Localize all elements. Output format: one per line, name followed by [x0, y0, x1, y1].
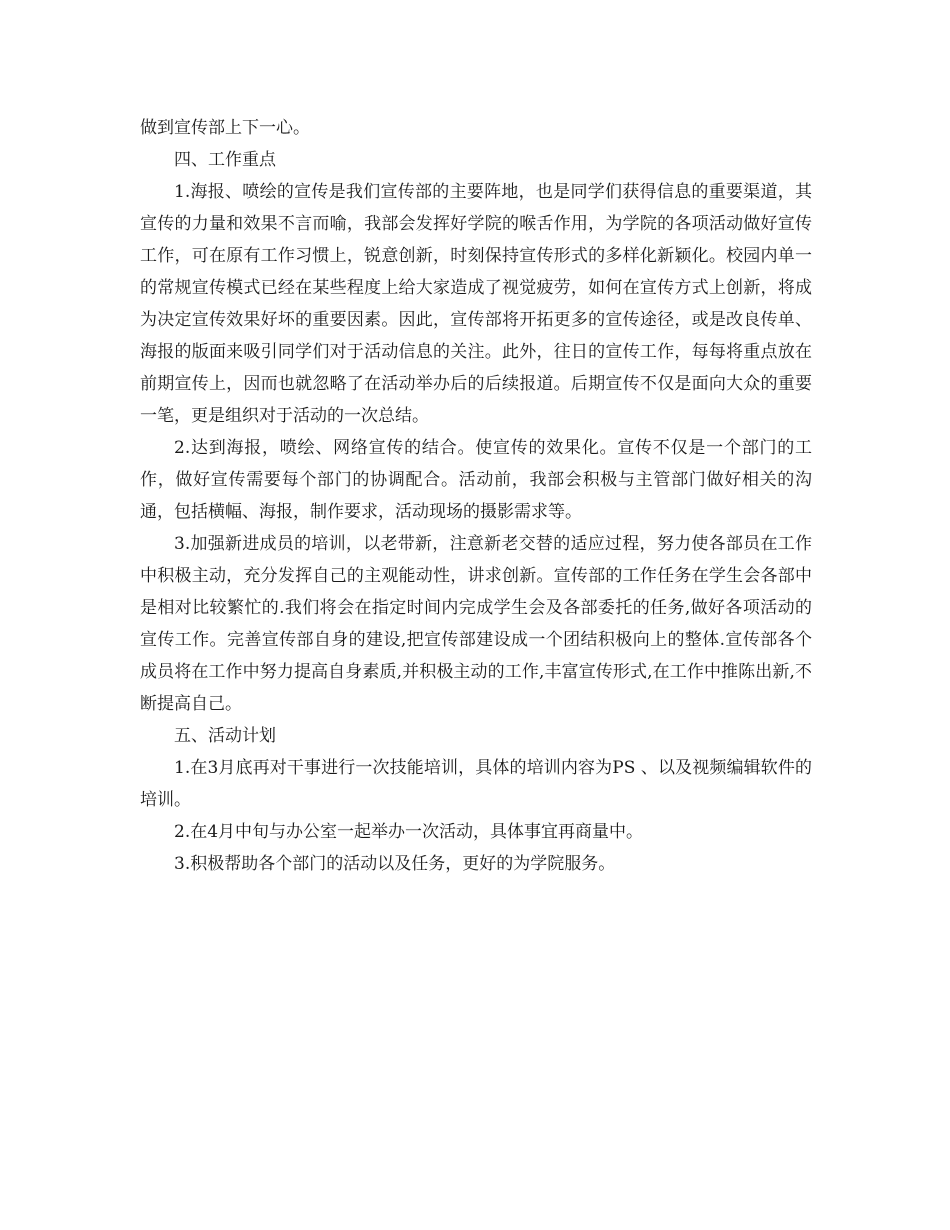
section-heading-activity-plan: 五、活动计划	[174, 726, 276, 746]
paragraph-continuation: 做到宣传部上下一心。	[140, 118, 310, 138]
paragraph-item-1: 1.海报、喷绘的宣传是我们宣传部的主要阵地，也是同学们获得信息的重要渠道，其宣传的力量和效果不言而喻，我部会发挥好学院的喉舌作用，为学院的各项活动做好宣传工作，可在原有工作习惯上，锐意创新，时刻保持宣传形式的多样化新颖化。校园内单一的常规宣传模式已经在某些程度上给大家造成了视觉疲劳，如何在宣传方式上创新，将成为决定宣传效果好坏的重要因素。因此，宣传部将开拓更多的宣传途径，或是改良传单、海报的版面来吸引同学们对于活动信息的关注。此外，往日的宣传工作，每每将重点放在前期宣传上，因而也就忽略了在活动举办后的后续报道。后期宣传不仅是面向大众的重要一笔，更是组织对于活动的一次总结。	[140, 182, 812, 426]
paragraph-plan-item-1: 1.在3月底再对干事进行一次技能培训，具体的培训内容为PS 、以及视频编辑软件的培训。	[140, 758, 812, 810]
section-heading-work-focus: 四、工作重点	[174, 150, 276, 170]
paragraph-item-3: 3.加强新进成员的培训，以老带新，注意新老交替的适应过程，努力使各部员在工作中积极主动，充分发挥自己的主观能动性，讲求创新。宣传部的工作任务在学生会各部中是相对比较繁忙的.我们将会在指定时间内完成学生会及各部委托的任务,做好各项活动的宣传工作。完善宣传部自身的建设,把宣传部建设成一个团结积极向上的整体.宣传部各个成员将在工作中努力提高自身素质,并积极主动的工作,丰富宣传形式,在工作中推陈出新,不断提高自己。	[140, 534, 812, 714]
paragraph-plan-item-3: 3.积极帮助各个部门的活动以及任务，更好的为学院服务。	[174, 854, 616, 874]
paragraph-item-2: 2.达到海报，喷绘、网络宣传的结合。使宣传的效果化。宣传不仅是一个部门的工作，做好宣传需要每个部门的协调配合。活动前，我部会积极与主管部门做好相关的沟通，包括横幅、海报，制作要求，活动现场的摄影需求等。	[140, 438, 812, 522]
document-body	[140, 112, 812, 880]
paragraph-plan-item-2: 2.在4月中旬与办公室一起举办一次活动，具体事宜再商量中。	[174, 822, 644, 842]
